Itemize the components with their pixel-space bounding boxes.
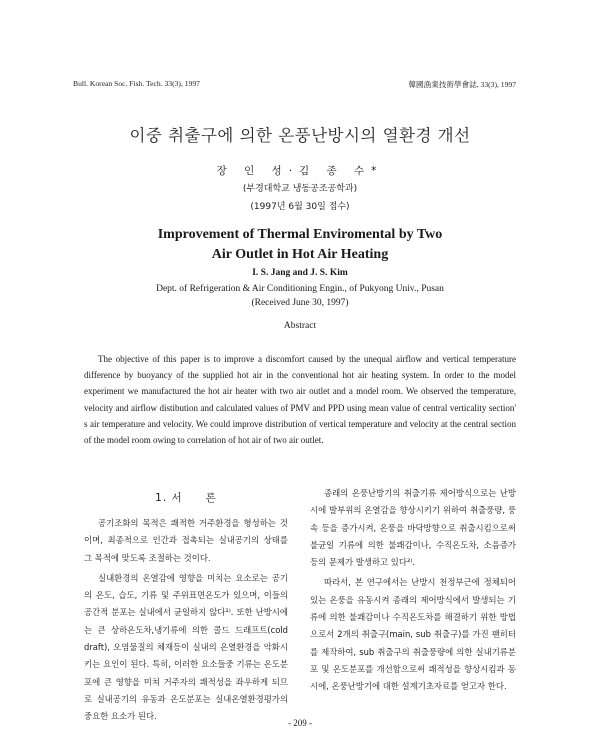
korean-affiliation: (부경대학교 냉동공조공학과)	[242, 184, 358, 194]
right-column	[310, 485, 516, 696]
left-column	[84, 515, 288, 726]
paragraph: 종래의 온풍난방기의 취출기류 제어방식으로는 난방시에 발부위의 온열감을 향상시키기 위하여 취출풍량, 풍속 등을 증가시켜, 온풍을 바닥방향으로 취출시킴으로써 불균일 기류에 의한 불쾌감이나, 수직온도차, 소음증가 등의 문제가 발생하고 있다²⁾.	[310, 488, 516, 568]
english-authors: I. S. Jang and J. S. Kim	[252, 268, 348, 278]
paragraph: 공기조화의 목적은 쾌적한 거주환경을 형성하는 것이며, 최종적으로 인간과 접촉되는 실내공기의 상태를 그 목적에 맞도록 조절하는 것이다.	[84, 518, 288, 563]
abstract-body	[84, 351, 516, 448]
english-affiliation: Dept. of Refrigeration & Air Conditioning Engin., of Pukyong Univ., Pusan	[156, 284, 444, 294]
abstract-text: The objective of this paper is to improve a discomfort caused by the unequal airflow and vertical temperature difference by buoyancy of the supplied hot air in the conventional hot air heating system. In order to the model experiment we manufactured the hot air heater with two air outlet and a model room. We observed the temperature, velocity and airflow distibution and calculated values of PMV and PPD using mean value of central verticality section' s air temperature and velocity. We could improve distribution of vertical temperature and velocity at the central section of the model room owing to correlation of hot air of two air outlet.	[84, 354, 516, 446]
journal-citation-right: 韓國漁業技術學會誌, 33(3), 1997	[408, 80, 516, 89]
english-received-date: (Received June 30, 1997)	[251, 298, 349, 308]
journal-citation-left: Bull. Korean Soc. Fish. Tech. 33(3), 1997	[73, 79, 200, 88]
abstract-heading: Abstract	[283, 321, 317, 331]
korean-title: 이중 취출구에 의한 온풍난방시의 열환경 개선	[129, 126, 471, 145]
english-title	[0, 225, 600, 265]
english-title-line1: Improvement of Thermal Enviromental by Two	[157, 227, 443, 242]
paragraph: 따라서, 본 연구에서는 난방시 천정부근에 정체되어 있는 온풍을 유동시켜 종래의 제어방식에서 발생되는 기류에 의한 불쾌감이나 수직온도차를 해결하기 위한 방법으로서 2개의 취출구(main, sub 취출구)를 가진 팬히터를 제작하여, sub 취출구의 취출풍량에 의한 실내기류분포 및 온도분포를 개선함으로써 쾌적성을 향상시킴과 동시에, 온풍난방기에 대한 설계기초자료를 얻고자 한다.	[310, 577, 516, 692]
paragraph: 실내환경의 온열감에 영향을 미치는 요소로는 공기의 온도, 습도, 기류 및 주위표면온도가 있으며, 이들의 공간적 분포는 실내에서 균일하지 않다¹⁾. 또한 난방시에는 큰 상하온도차,냉기류에 의한 콜드 드래프트(cold draft), 오염물질의 체재등이 실내의 온열환경을 악화시키는 요인이 된다. 특히, 이러한 요소들중 기류는 온도분포에 큰 영향을 미쳐 거주자의 쾌적성을 좌우하게 되므로 실내공기의 유동과 온도분포는 실내온열환경평가의 중요한 요소가 된다.	[84, 572, 288, 722]
english-title-line2: Air Outlet in Hot Air Heating	[211, 247, 389, 262]
korean-authors: 장 인 성·김 종 수*	[216, 165, 384, 177]
korean-received-date: (1997년 6월 30일 접수)	[250, 202, 350, 212]
page-number: - 209 -	[288, 718, 312, 728]
section-heading-introduction: 1. 서 론	[155, 492, 217, 504]
english-affiliation-block	[0, 282, 600, 310]
